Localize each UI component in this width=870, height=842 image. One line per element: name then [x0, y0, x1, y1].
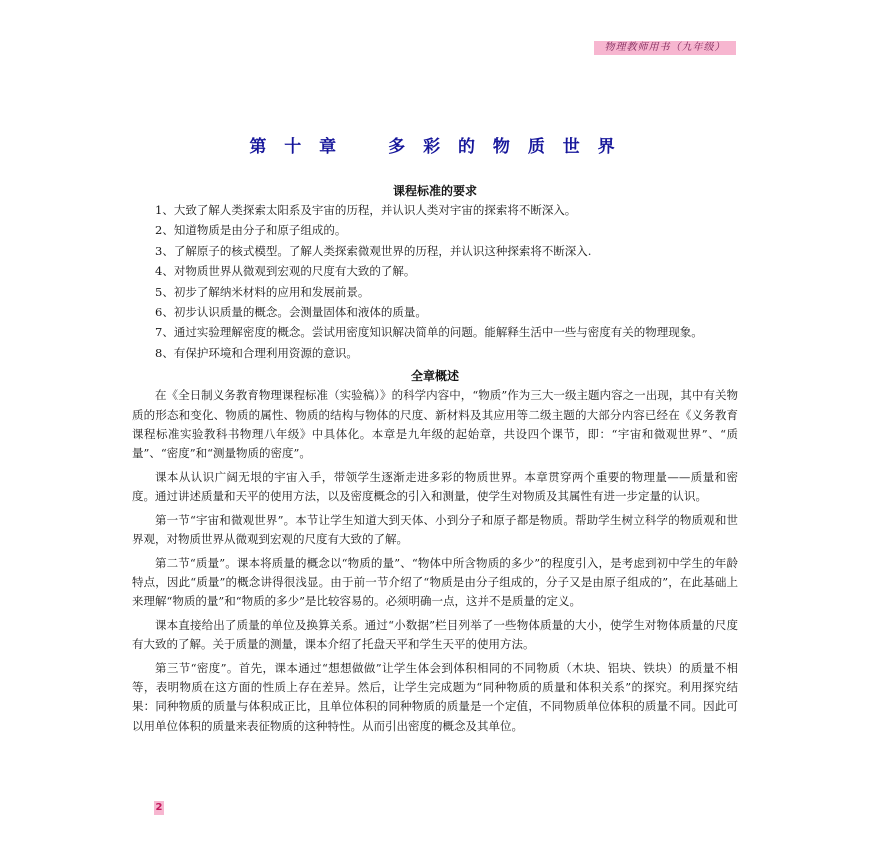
page-number: 2: [155, 802, 163, 813]
overview-heading: 全章概述: [410, 369, 459, 384]
standard-item: 8、有保护环境和合理利用资源的意识。: [155, 345, 358, 360]
page-body: [132, 181, 738, 740]
overview-paragraph: 课本直接给出了质量的单位及换算关系。通过“小数据”栏目列举了一些物体质量的大小，使学生对物体质量的尺度有大致的了解。关于质量的测量，课本介绍了托盘天平和学生天平的使用方法。: [132, 617, 738, 652]
overview-paragraph: 第二节“质量”。课本将质量的概念以“物质的量”、“物体中所含物质的多少”的程度引入，是考虑到初中学生的年龄特点，因此“质量”的概念讲得很浅显。由于前一节介绍了“物质是由分子组成的，分子又是由原子组成的”，在此基础上来理解“物质的量”和“物质的多少”是比较容易的。必须明确一点，这并不是质量的定义。: [132, 555, 738, 609]
standard-item: 7、通过实验理解密度的概念。尝试用密度知识解决简单的问题。能解释生活中一些与密度有关的物理现象。: [155, 325, 703, 340]
standard-item: 6、初步认识质量的概念。会测量固体和液体的质量。: [155, 305, 427, 320]
chapter-title: 第 十 章 多 彩 的 物 质 世 界: [249, 137, 621, 157]
standards-heading: 课程标准的要求: [392, 184, 477, 198]
standard-item: 2、知道物质是由分子和原子组成的。: [155, 223, 347, 238]
overview-paragraph: 在《全日制义务教育物理课程标准（实验稿）》的科学内容中，“物质”作为三大一级主题内容之一出现，其中有关物质的形态和变化、物质的属性、物质的结构与物体的尺度、新材料及其应用等二级主题的大部分内容已经在《义务教育课程标准实验教科书物理八年级》中具体化。本章是九年级的起始章，共设四个课节，即：“宇宙和微观世界”、“质量”、“密度”和“测量物质的密度”。: [132, 388, 738, 461]
standard-item: 4、对物质世界从微观到宏观的尺度有大致的了解。: [155, 264, 416, 279]
standard-item: 3、了解原子的核式模型。了解人类探索微观世界的历程，并认识这种探索将不断深入.: [155, 243, 592, 258]
overview-paragraph: 第三节“密度”。首先，课本通过“想想做做”让学生体会到体积相同的不同物质（木块、铝块、铁块）的质量不相等，表明物质在这方面的性质上存在差异。然后，让学生完成题为“同种物质的质量和体积关系”的探究。利用探究结果：同种物质的质量与体积成正比，且单位体积的同种物质的质量是一个定值，不同物质单位体积的质量不同。因此可以用单位体积的质量来表征物质的这种特性。从而引出密度的概念及其单位。: [132, 660, 738, 733]
standard-item: 5、初步了解纳米材料的应用和发展前景。: [155, 284, 370, 299]
standards-section: [132, 181, 738, 363]
overview-paragraph: 第一节“宇宙和微观世界”。本节让学生知道大到天体、小到分子和原子都是物质。帮助学生树立科学的物质观和世界观，对物质世界从微观到宏观的尺度有大致的了解。: [132, 512, 738, 547]
overview-paragraph: 课本从认识广阔无垠的宇宙入手，带领学生逐渐走进多彩的物质世界。本章贯穿两个重要的物理量——质量和密度。通过讲述质量和天平的使用方法，以及密度概念的引入和测量，使学生对物质及其属性有进一步定量的认识。: [132, 469, 738, 504]
running-header: 物理教师用书（九年级）: [594, 41, 736, 55]
standard-item: 1、大致了解人类探索太阳系及宇宙的历程，并认识人类对宇宙的探索将不断深入。: [155, 203, 577, 217]
overview-section: [132, 366, 738, 736]
